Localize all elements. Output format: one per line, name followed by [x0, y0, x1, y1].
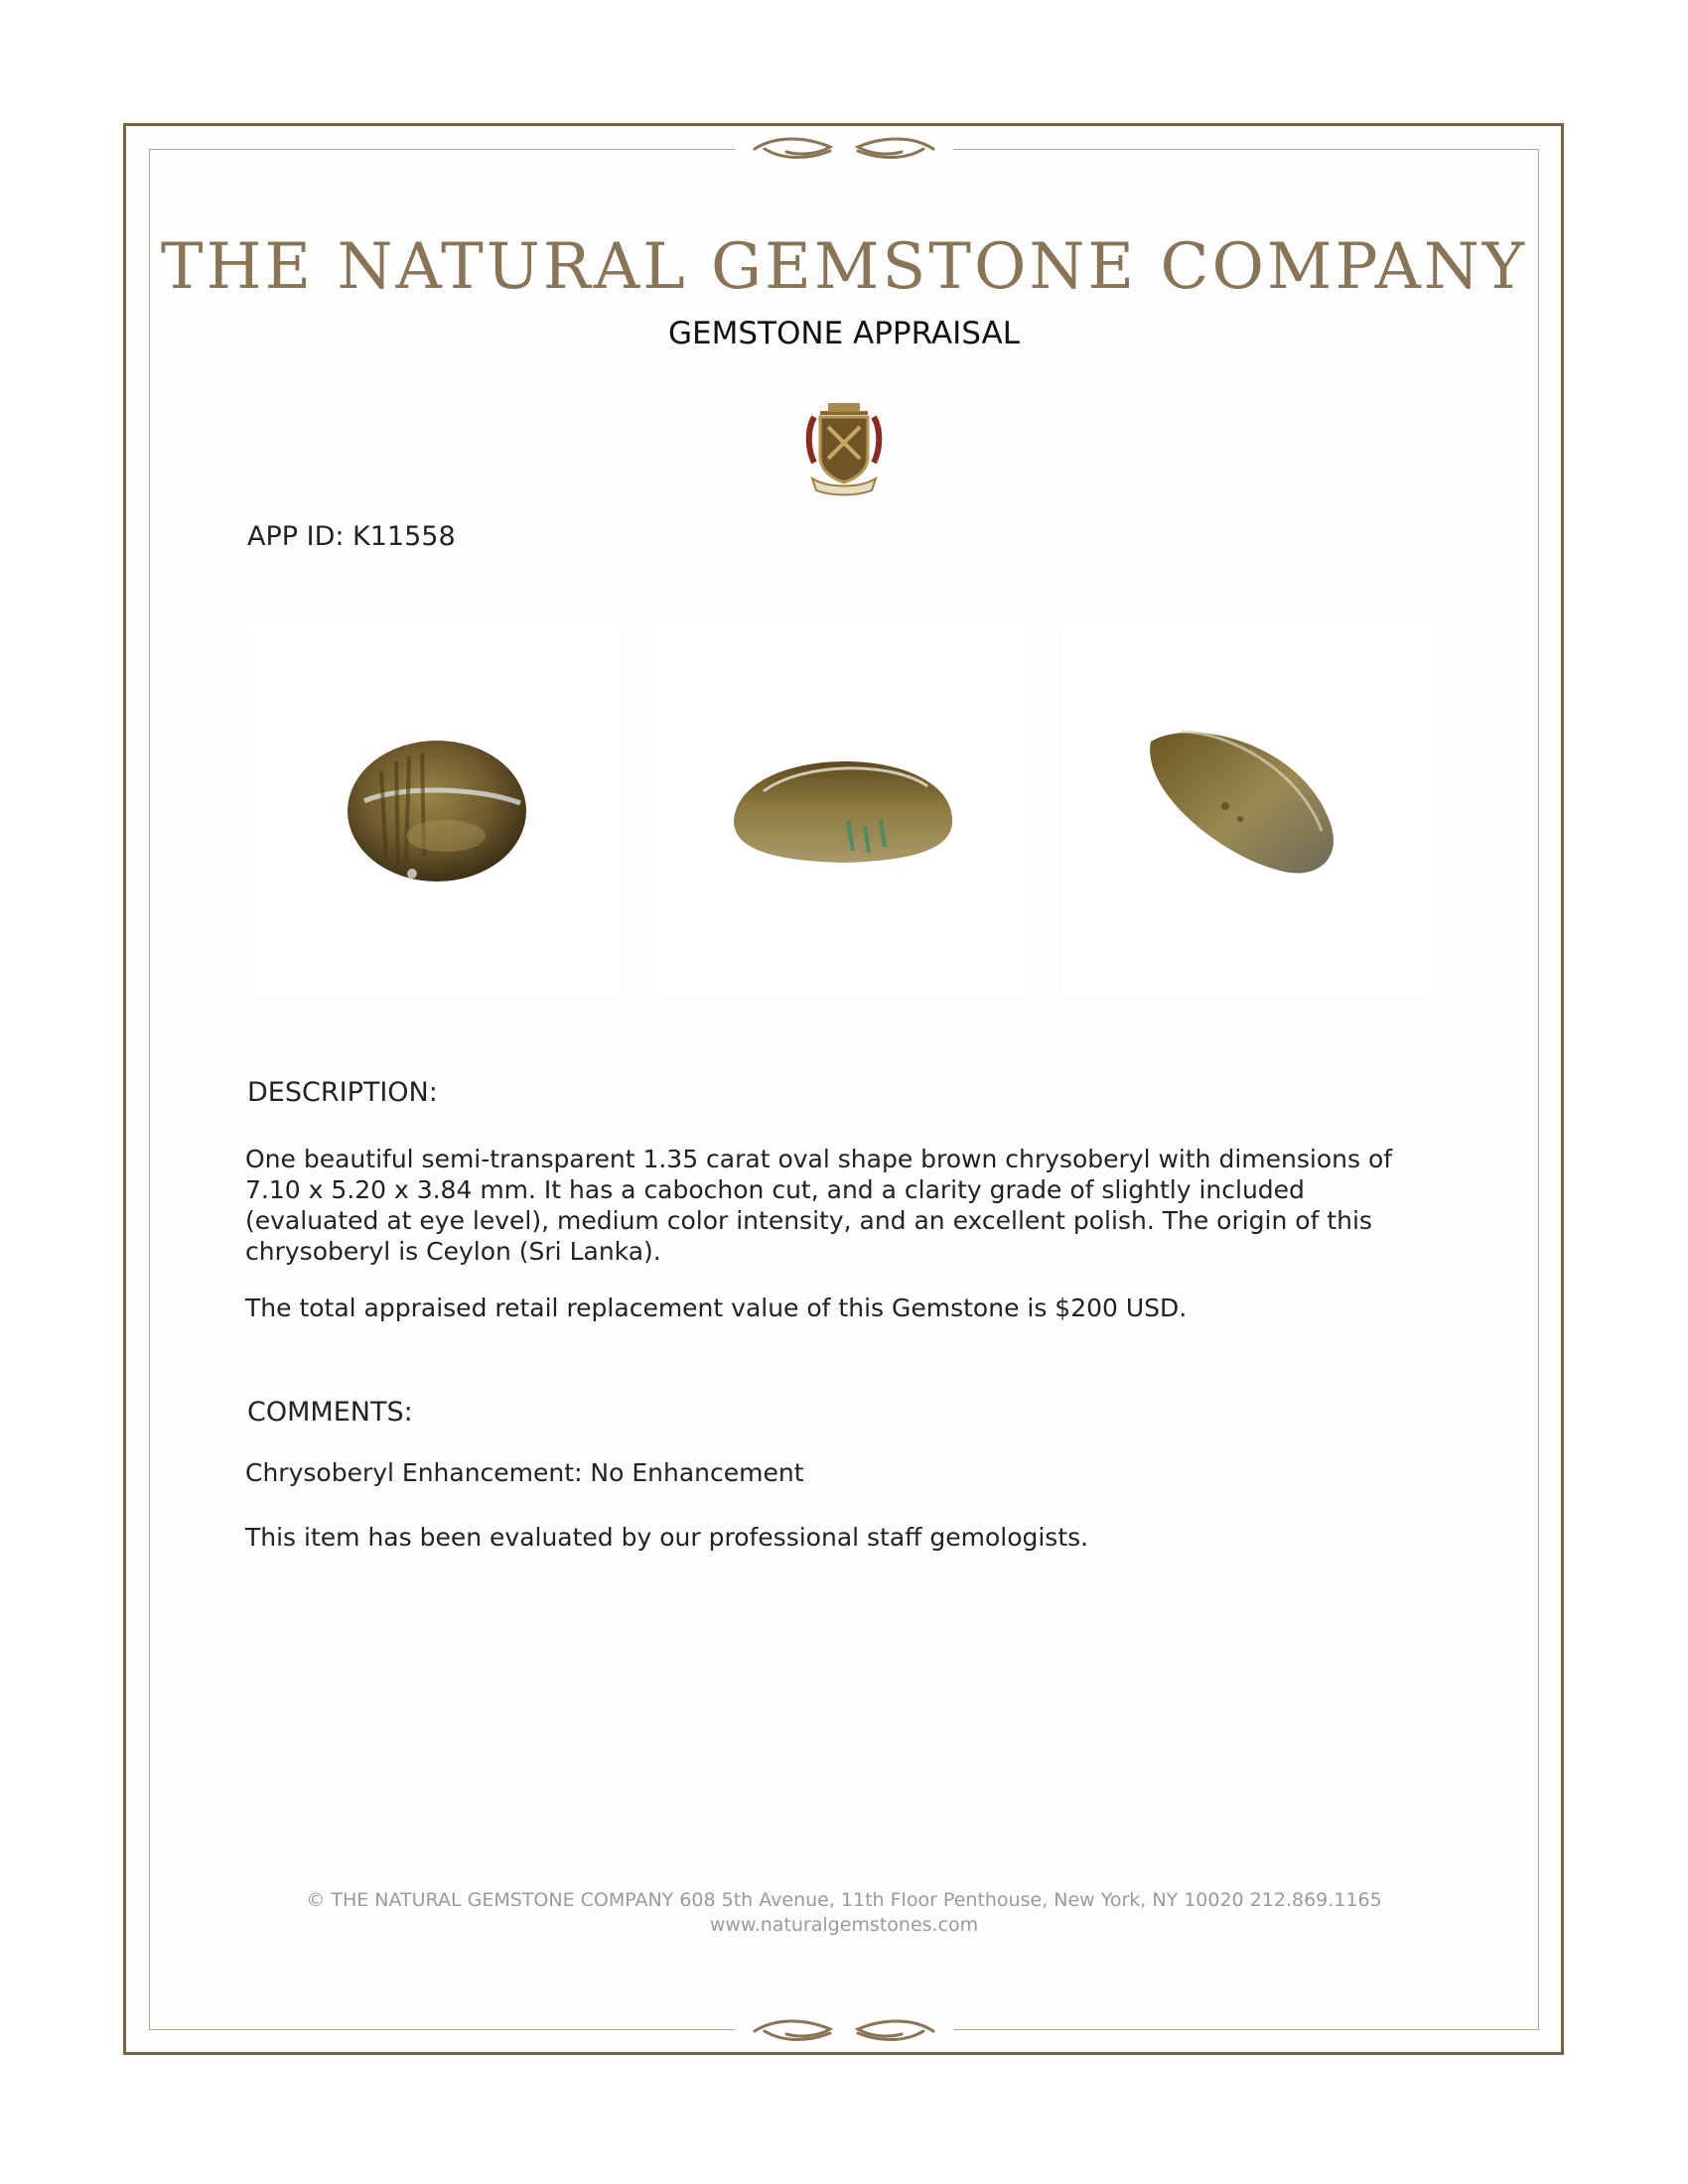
description-text: One beautiful semi-transparent 1.35 carat oval shape brown chrysoberyl with dimensions of 7.10 x 5.20 x 3.84 mm. It has a cabochon cut, and a clarity grade of slightly included (evaluated at eye level), medium color intensity, and an excellent polish. The origin of this chrysoberyl is Ceylon (Sri Lanka). [245, 1145, 1393, 1266]
ornament-icon [735, 2014, 953, 2048]
comments-heading: COMMENTS: [247, 1397, 413, 1428]
gemstone-photo-side [654, 622, 1029, 997]
footer-website: www.naturalgemstones.com [709, 1914, 979, 1936]
appraised-value-text: The total appraised retail replacement value of this Gemstone is $200 USD. [245, 1294, 1188, 1322]
footer-address: © THE NATURAL GEMSTONE COMPANY 608 5th Avenue, 11th Floor Penthouse, New York, NY 10020 212.869.1165 [306, 1889, 1382, 1911]
document-title: GEMSTONE APPRAISAL [668, 316, 1020, 351]
crest-icon [802, 401, 886, 496]
app-id: APP ID: K11558 [247, 521, 456, 552]
gemstone-photo-angled [1061, 622, 1436, 997]
ornament-icon [735, 132, 953, 166]
company-name: THE NATURAL GEMSTONE COMPANY [160, 230, 1528, 304]
enhancement-text: Chrysoberyl Enhancement: No Enhancement [245, 1458, 804, 1487]
evaluation-text: This item has been evaluated by our professional staff gemologists. [245, 1523, 1089, 1552]
gemstone-photo-top [247, 622, 622, 997]
description-heading: DESCRIPTION: [247, 1077, 438, 1108]
